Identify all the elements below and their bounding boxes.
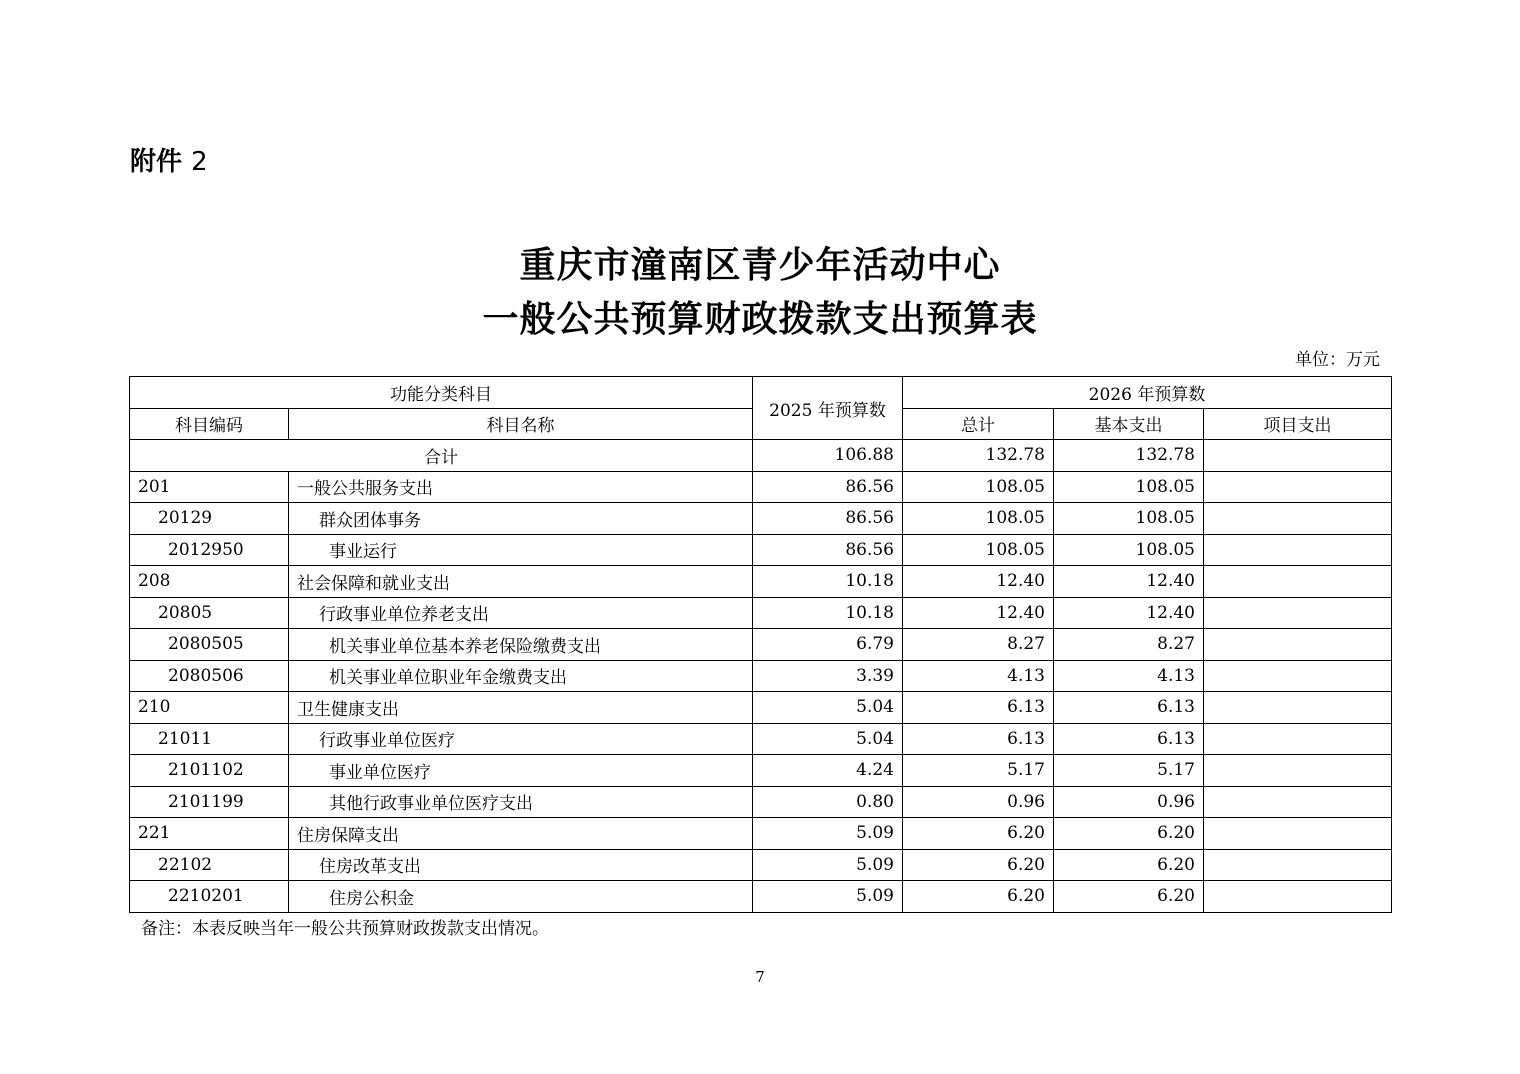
row-project [1204, 818, 1392, 850]
row-basic: 12.40 [1054, 597, 1204, 629]
header-name: 科目名称 [289, 408, 753, 440]
row-project [1204, 566, 1392, 598]
header-total: 总计 [903, 408, 1054, 440]
row-project [1204, 692, 1392, 724]
total-basic: 132.78 [1054, 440, 1204, 472]
row-name: 其他行政事业单位医疗支出 [289, 786, 753, 818]
table-note: 备注：本表反映当年一般公共预算财政拨款支出情况。 [141, 919, 549, 939]
row-project [1204, 503, 1392, 535]
row-total: 5.17 [903, 755, 1054, 787]
row-basic: 108.05 [1054, 471, 1204, 503]
row-code: 2101102 [130, 755, 289, 787]
row-code: 2080505 [130, 629, 289, 661]
row-project [1204, 629, 1392, 661]
row-basic: 6.20 [1054, 881, 1204, 913]
row-code: 2210201 [130, 881, 289, 913]
table-row [130, 597, 1392, 629]
table-body [130, 440, 1392, 913]
page-number: 7 [755, 968, 765, 986]
header-project: 项目支出 [1204, 408, 1392, 440]
table-row [130, 534, 1392, 566]
total-project [1204, 440, 1392, 472]
row-budget-2025: 0.80 [753, 786, 903, 818]
row-project [1204, 723, 1392, 755]
attachment-label [130, 146, 208, 178]
table-row [130, 881, 1392, 913]
table-row [130, 786, 1392, 818]
row-code: 2101199 [130, 786, 289, 818]
row-project [1204, 534, 1392, 566]
unit-label: 单位：万元 [1295, 350, 1380, 370]
row-code: 201 [130, 471, 289, 503]
total-total: 132.78 [903, 440, 1054, 472]
row-project [1204, 471, 1392, 503]
row-name: 住房公积金 [289, 881, 753, 913]
row-name: 群众团体事务 [289, 503, 753, 535]
row-budget-2025: 5.09 [753, 881, 903, 913]
row-total: 0.96 [903, 786, 1054, 818]
row-basic: 5.17 [1054, 755, 1204, 787]
row-budget-2025: 5.09 [753, 818, 903, 850]
row-code: 20805 [130, 597, 289, 629]
table-row [130, 566, 1392, 598]
row-budget-2025: 5.04 [753, 692, 903, 724]
row-name: 机关事业单位职业年金缴费支出 [289, 660, 753, 692]
row-budget-2025: 6.79 [753, 629, 903, 661]
row-total: 6.20 [903, 849, 1054, 881]
row-basic: 8.27 [1054, 629, 1204, 661]
row-code: 210 [130, 692, 289, 724]
row-total: 108.05 [903, 534, 1054, 566]
header-code: 科目编码 [130, 408, 289, 440]
header-budget-2026: 2026 年预算数 [903, 377, 1392, 409]
row-project [1204, 597, 1392, 629]
header-row-1 [130, 377, 1392, 409]
row-project [1204, 660, 1392, 692]
row-total: 6.20 [903, 881, 1054, 913]
row-code: 21011 [130, 723, 289, 755]
row-budget-2025: 3.39 [753, 660, 903, 692]
row-total: 6.13 [903, 692, 1054, 724]
table-header [130, 377, 1392, 440]
row-name: 机关事业单位基本养老保险缴费支出 [289, 629, 753, 661]
total-label: 合计 [130, 440, 753, 472]
row-budget-2025: 86.56 [753, 471, 903, 503]
row-total: 8.27 [903, 629, 1054, 661]
row-code: 208 [130, 566, 289, 598]
table-row [130, 692, 1392, 724]
header-budget-2025: 2025 年预算数 [753, 377, 903, 440]
table-row [130, 723, 1392, 755]
header-basic: 基本支出 [1054, 408, 1204, 440]
total-row [130, 440, 1392, 472]
row-basic: 6.13 [1054, 692, 1204, 724]
row-code: 2080506 [130, 660, 289, 692]
row-budget-2025: 4.24 [753, 755, 903, 787]
row-name: 行政事业单位医疗 [289, 723, 753, 755]
row-basic: 12.40 [1054, 566, 1204, 598]
row-total: 12.40 [903, 597, 1054, 629]
row-budget-2025: 86.56 [753, 503, 903, 535]
row-basic: 6.13 [1054, 723, 1204, 755]
row-name: 住房保障支出 [289, 818, 753, 850]
page-title-line2: 一般公共预算财政拨款支出预算表 [482, 299, 1038, 340]
row-total: 12.40 [903, 566, 1054, 598]
row-name: 一般公共服务支出 [289, 471, 753, 503]
row-project [1204, 849, 1392, 881]
row-code: 22102 [130, 849, 289, 881]
row-basic: 6.20 [1054, 849, 1204, 881]
attachment-text: 附件 [130, 147, 183, 177]
row-budget-2025: 5.09 [753, 849, 903, 881]
row-name: 社会保障和就业支出 [289, 566, 753, 598]
attachment-number: 2 [191, 147, 208, 177]
row-code: 2012950 [130, 534, 289, 566]
row-project [1204, 881, 1392, 913]
row-name: 事业单位医疗 [289, 755, 753, 787]
row-name: 卫生健康支出 [289, 692, 753, 724]
table-row [130, 629, 1392, 661]
row-basic: 108.05 [1054, 503, 1204, 535]
row-total: 108.05 [903, 471, 1054, 503]
table-row [130, 755, 1392, 787]
row-total: 6.20 [903, 818, 1054, 850]
row-basic: 108.05 [1054, 534, 1204, 566]
row-budget-2025: 86.56 [753, 534, 903, 566]
budget-table [129, 376, 1392, 913]
row-project [1204, 755, 1392, 787]
table-row [130, 471, 1392, 503]
row-name: 行政事业单位养老支出 [289, 597, 753, 629]
row-basic: 6.20 [1054, 818, 1204, 850]
total-budget-2025: 106.88 [753, 440, 903, 472]
header-functional-category: 功能分类科目 [130, 377, 753, 409]
row-basic: 0.96 [1054, 786, 1204, 818]
row-total: 6.13 [903, 723, 1054, 755]
table-row [130, 818, 1392, 850]
row-project [1204, 786, 1392, 818]
table-row [130, 503, 1392, 535]
row-code: 20129 [130, 503, 289, 535]
row-total: 108.05 [903, 503, 1054, 535]
table-row [130, 660, 1392, 692]
row-total: 4.13 [903, 660, 1054, 692]
page-title-line1: 重庆市潼南区青少年活动中心 [519, 245, 1001, 286]
row-name: 事业运行 [289, 534, 753, 566]
table-row [130, 849, 1392, 881]
row-name: 住房改革支出 [289, 849, 753, 881]
row-budget-2025: 10.18 [753, 597, 903, 629]
row-budget-2025: 10.18 [753, 566, 903, 598]
row-basic: 4.13 [1054, 660, 1204, 692]
row-budget-2025: 5.04 [753, 723, 903, 755]
row-code: 221 [130, 818, 289, 850]
